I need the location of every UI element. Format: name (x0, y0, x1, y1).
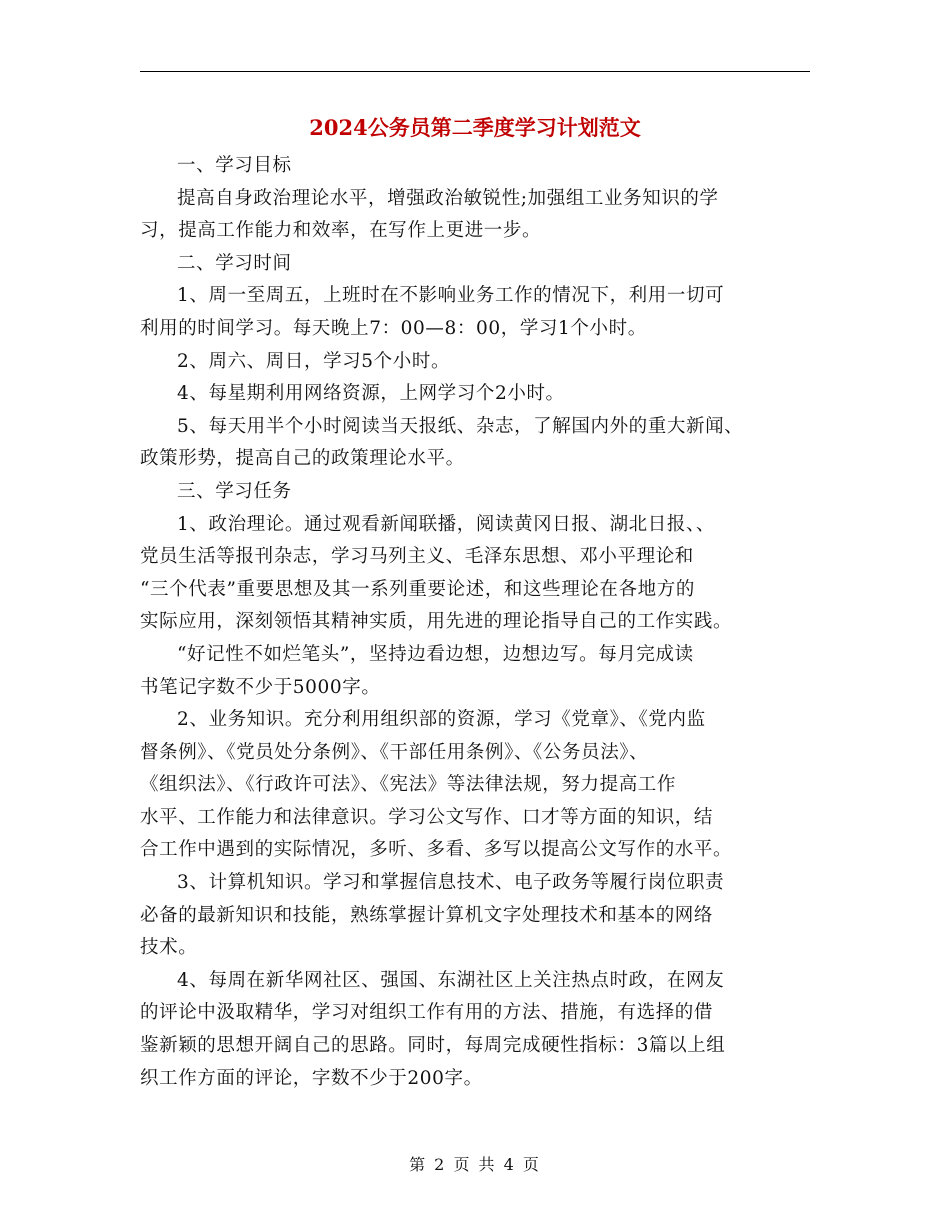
paragraph (140, 704, 810, 867)
paragraph (140, 476, 810, 509)
text-line: 二、学习时间 (177, 252, 292, 274)
paragraph (140, 509, 810, 639)
text-line: 织工作方面的评论，字数不少于200字。 (140, 1067, 483, 1089)
text-line: 提高自身政治理论水平，增强政治敏锐性;加强组工业务知识的学 (177, 187, 719, 209)
text-line: 3、计算机知识。学习和掌握信息技术、电子政务等履行岗位职责 (177, 872, 725, 894)
paragraph (140, 378, 810, 411)
text-line: 技术。 (140, 937, 198, 959)
text-line: 习，提高工作能力和效率，在写作上更进一步。 (140, 220, 542, 242)
text-line: “三个代表”重要思想及其一系列重要论述，和这些理论在各地方的 (140, 578, 695, 600)
paragraph (140, 346, 810, 379)
text-line: 水平、工作能力和法律意识。学习公文写作、口才等方面的知识，结 (140, 806, 714, 828)
paragraph (140, 867, 810, 965)
text-line: 书笔记字数不少于5000字。 (140, 676, 381, 698)
text-line: 三、学习任务 (177, 480, 292, 502)
document-title: 2024公务员第二季度学习计划范文 (309, 115, 641, 140)
text-line: 政策形势，提高自己的政策理论水平。 (140, 448, 465, 470)
text-line: 的评论中汲取精华，学习对组织工作有用的方法、措施，有选择的借 (140, 1002, 714, 1024)
text-line: 5、每天用半个小时阅读当天报纸、杂志，了解国内外的重大新闻、 (177, 415, 744, 437)
text-line: “好记性不如烂笔头”，坚持边看边想，边想边写。每月完成读 (177, 643, 694, 665)
paragraph (140, 965, 810, 1095)
text-line: 2、业务知识。充分利用组织部的资源，学习《党章》、《党内监 (177, 709, 706, 731)
paragraph (140, 248, 810, 281)
paragraph (140, 183, 810, 248)
text-line: 利用的时间学习。每天晚上7：00—8：00，学习1个小时。 (140, 317, 647, 339)
paragraph (140, 150, 810, 183)
paragraph (140, 639, 810, 704)
text-line: 必备的最新知识和技能，熟练掌握计算机文字处理技术和基本的网络 (140, 904, 714, 926)
text-line: 1、政治理论。通过观看新闻联播，阅读黄冈日报、湖北日报、、 (177, 513, 715, 535)
text-line: 《组织法》、《行政许可法》、《宪法》等法律法规，努力提高工作 (140, 774, 677, 796)
text-line: 1、周一至周五，上班时在不影响业务工作的情况下，利用一切可 (177, 285, 725, 307)
text-line: 4、每星期利用网络资源，上网学习个2小时。 (177, 383, 565, 405)
header-rule (140, 71, 810, 72)
paragraph (140, 280, 810, 345)
text-line: 实际应用，深刻领悟其精神实质，用先进的理论指导自己的工作实践。 (140, 611, 733, 633)
text-line: 4、每周在新华网社区、强国、东湖社区上关注热点时政，在网友 (177, 969, 725, 991)
text-line: 一、学习目标 (177, 155, 292, 176)
document-body (140, 150, 810, 1095)
text-line: 党员生活等报刊杂志，学习马列主义、毛泽东思想、邓小平理论和 (140, 546, 694, 568)
text-line: 合工作中遇到的实际情况，多听、多看、多写以提高公文写作的水平。 (140, 839, 733, 861)
text-line: 2、周六、周日，学习5个小时。 (177, 350, 451, 372)
text-line: 鉴新颖的思想开阔自己的思路。同时，每周完成硬性指标：3篇以上组 (140, 1035, 726, 1057)
text-line: 督条例》、《党员处分条例》、《干部任用条例》、《公务员法》、 (140, 741, 649, 763)
page-footer: 第 2 页 共 4 页 (409, 1155, 541, 1174)
paragraph (140, 411, 810, 476)
